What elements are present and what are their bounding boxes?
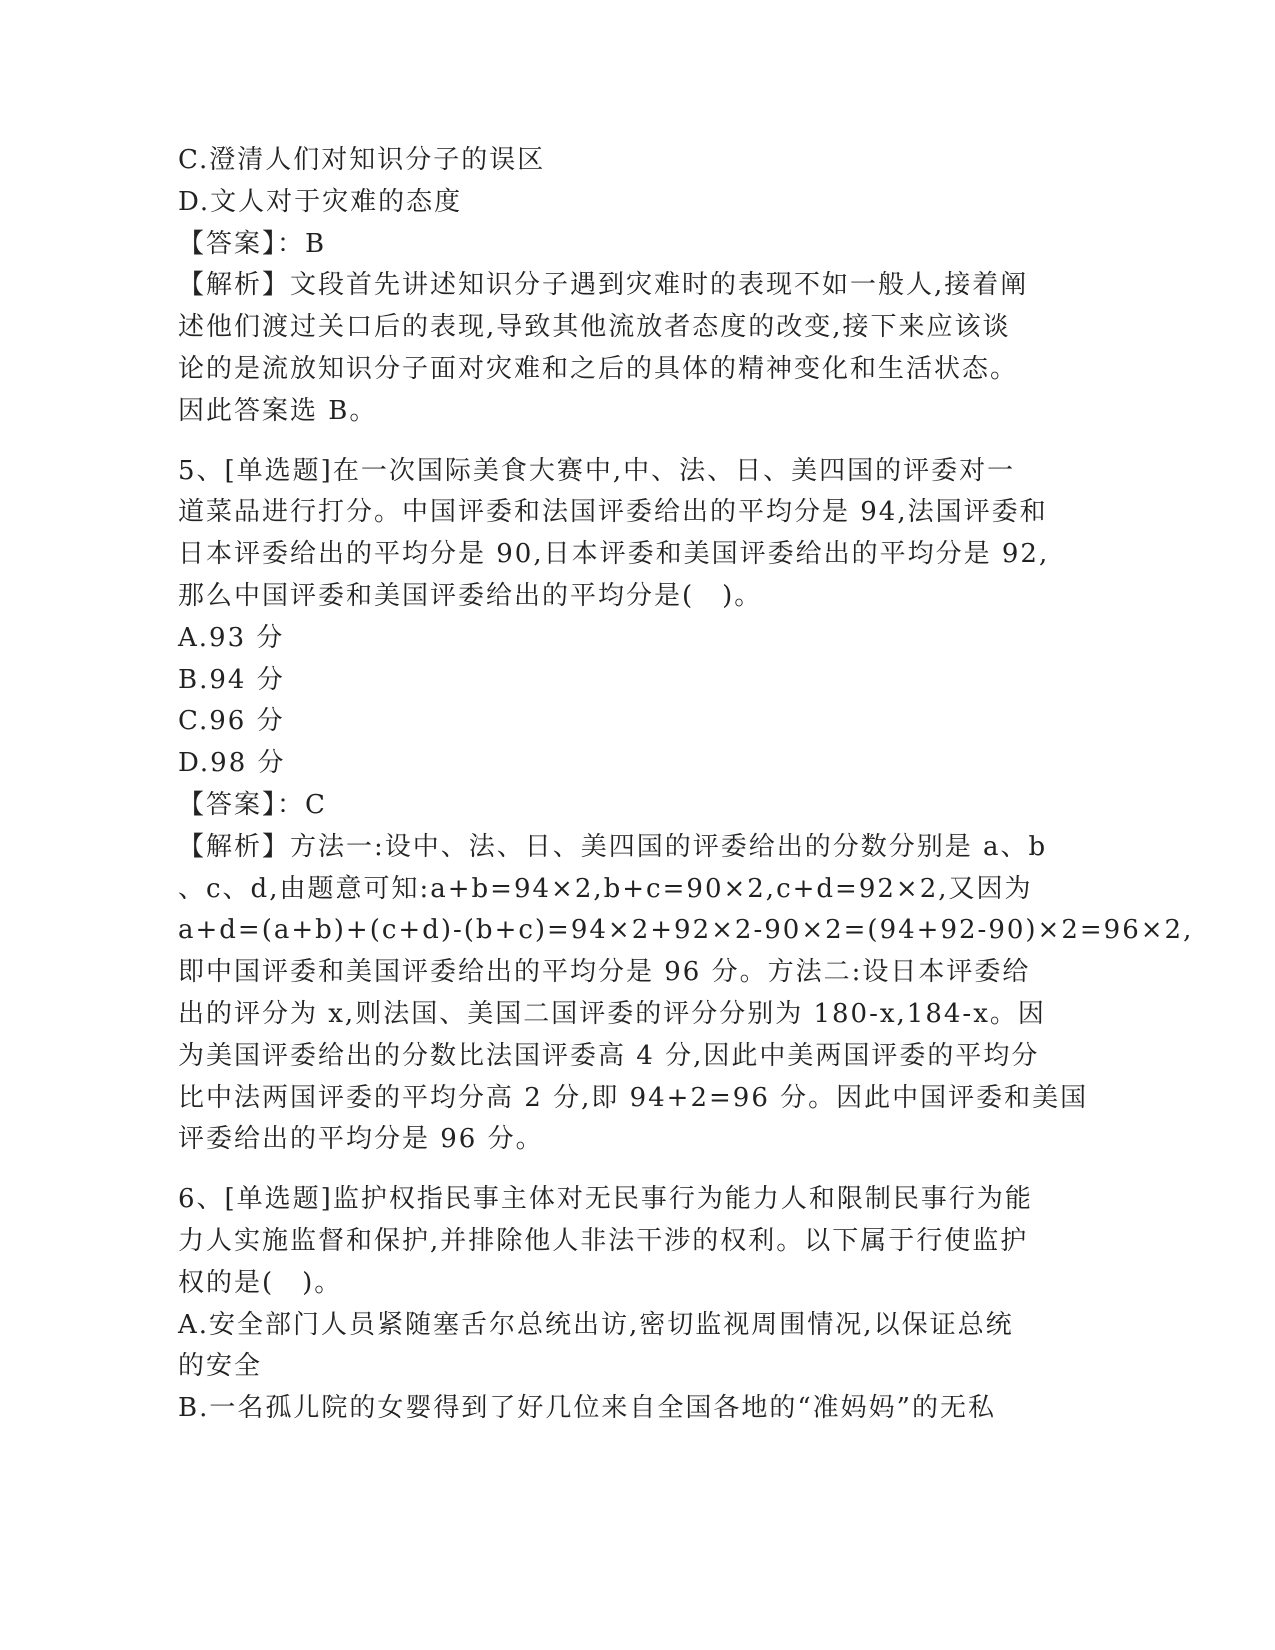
option-b: B.一名孤儿院的女婴得到了好几位来自全国各地的“准妈妈”的无私 — [178, 1393, 996, 1424]
analysis-line: 、c、d,由题意可知:a+b=94×2,b+c=90×2,c+d=92×2,又因为 — [178, 873, 1033, 904]
spacer — [178, 1161, 1048, 1179]
document-page — [178, 140, 1194, 1430]
spacer — [178, 433, 1048, 451]
question-stem-line: 那么中国评委和美国评委给出的平均分是( )。 — [178, 580, 763, 611]
analysis-line: 评委给出的平均分是 96 分。 — [178, 1124, 544, 1155]
question-stem-line: 5、[单选题]在一次国际美食大赛中,中、法、日、美四国的评委对一 — [178, 455, 1016, 486]
option-a: A.安全部门人员紧随塞舌尔总统出访,密切监视周围情况,以保证总统 — [178, 1309, 1014, 1340]
question-stem-line: 力人实施监督和保护,并排除他人非法干涉的权利。以下属于行使监护 — [178, 1225, 1029, 1256]
question-4-tail — [178, 140, 1048, 433]
analysis-line: a+d=(a+b)+(c+d)-(b+c)=94×2+92×2-90×2=(94+92-90)×2=96×2, — [178, 915, 1194, 946]
question-5 — [178, 451, 1194, 1162]
option-a-continued: 的安全 — [178, 1351, 263, 1382]
option-a: A.93 分 — [178, 622, 285, 653]
analysis-line: 论的是流放知识分子面对灾难和之后的具体的精神变化和生活状态。 — [178, 353, 1019, 384]
question-stem-line: 日本评委给出的平均分是 90,日本评委和美国评委给出的平均分是 92, — [178, 539, 1050, 570]
option-b: B.94 分 — [178, 664, 285, 695]
question-6 — [178, 1179, 1048, 1430]
analysis-line: 出的评分为 x,则法国、美国二国评委的评分分别为 180-x,184-x。因 — [178, 998, 1046, 1029]
analysis-line: 【解析】方法一:设中、法、日、美四国的评委给出的分数分别是 a、b — [178, 831, 1048, 862]
question-stem-line: 道菜品进行打分。中国评委和法国评委给出的平均分是 94,法国评委和 — [178, 497, 1048, 528]
analysis-line: 述他们渡过关口后的表现,导致其他流放者态度的改变,接下来应该谈 — [178, 312, 1011, 343]
option-d: D.98 分 — [178, 748, 286, 779]
option-c: C.96 分 — [178, 706, 285, 737]
question-stem-line: 6、[单选题]监护权指民事主体对无民事行为能力人和限制民事行为能 — [178, 1184, 1033, 1215]
analysis-line: 因此答案选 B。 — [178, 395, 378, 426]
question-stem-line: 权的是( )。 — [178, 1267, 343, 1298]
analysis-line: 比中法两国评委的平均分高 2 分,即 94+2=96 分。因此中国评委和美国 — [178, 1082, 1089, 1113]
answer-line: 【答案】：C — [178, 789, 327, 820]
answer-line: 【答案】：B — [178, 228, 327, 259]
analysis-line: 为美国评委给出的分数比法国评委高 4 分,因此中美两国评委的平均分 — [178, 1040, 1040, 1071]
analysis-line: 【解析】文段首先讲述知识分子遇到灾难时的表现不如一般人,接着阐 — [178, 270, 1029, 301]
option-d: D.文人对于灾难的态度 — [178, 186, 463, 217]
option-c: C.澄清人们对知识分子的误区 — [178, 145, 546, 175]
analysis-line: 即中国评委和美国评委给出的平均分是 96 分。方法二:设日本评委给 — [178, 957, 1031, 988]
